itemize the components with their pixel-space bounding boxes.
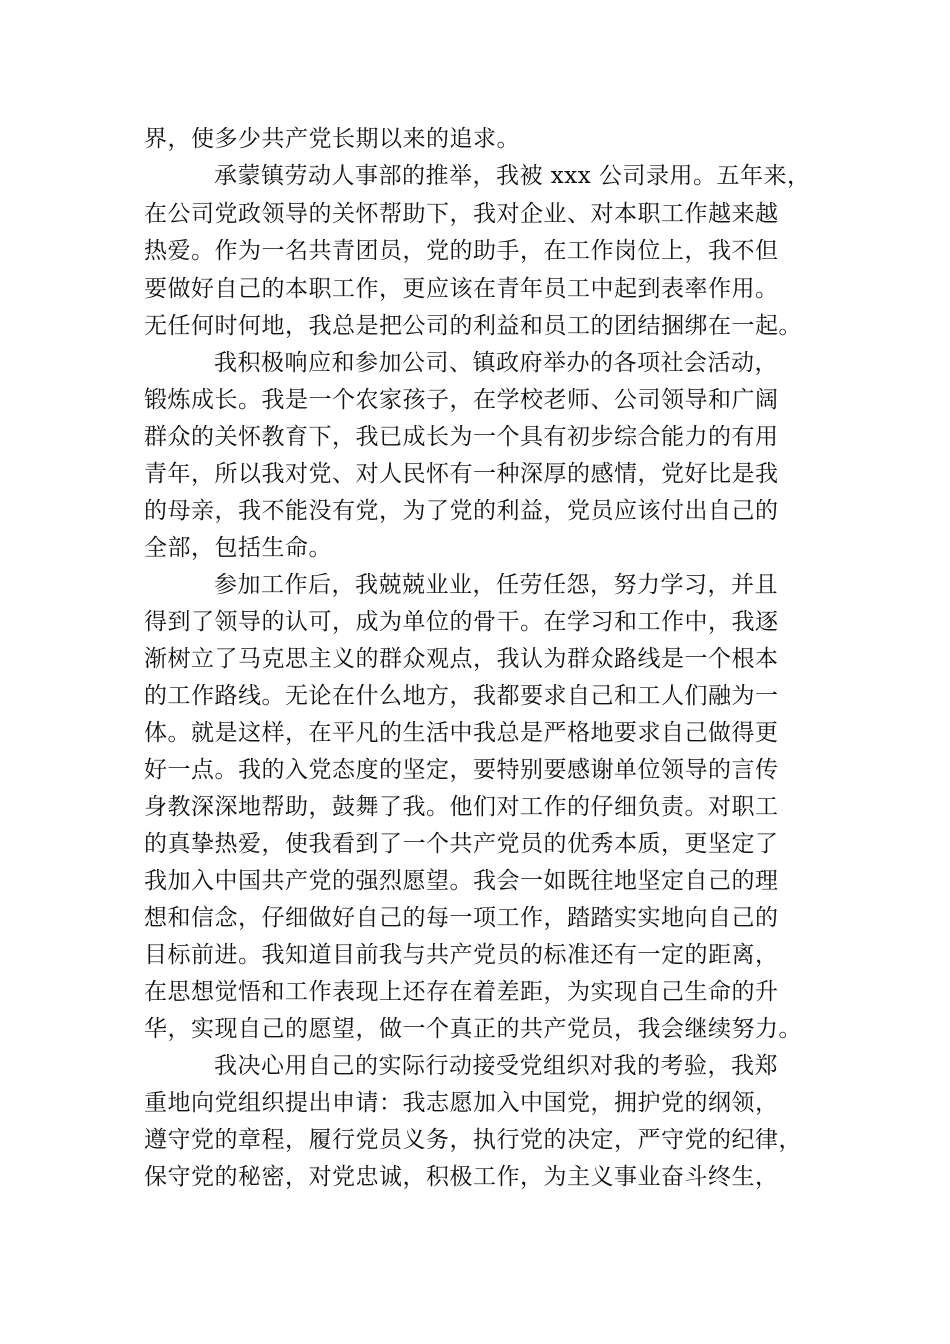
text-line-20: 的真挚热爱，使我看到了一个共产党员的优秀本质，更坚定了	[144, 831, 779, 857]
text-line-1: 界，使多少共产党长期以来的追求。	[144, 126, 520, 152]
text-line-14: 得到了领导的认可，成为单位的骨干。在学习和工作中，我逐	[144, 609, 779, 635]
text-line-22: 想和信念，仔细做好自己的每一项工作，踏踏实实地向自己的	[144, 905, 779, 931]
text-line-28: 遵守党的章程，履行党员义务，执行党的决定，严守党的纪律，	[144, 1127, 802, 1153]
text-line-4: 热爱。作为一名共青团员，党的助手，在工作岗位上，我不但	[144, 238, 779, 264]
text-line-26: 我决心用自己的实际行动接受党组织对我的考验，我郑	[214, 1053, 778, 1079]
text-line-3: 在公司党政领导的关怀帮助下，我对企业、对本职工作越来越	[144, 201, 779, 227]
text-line-8: 锻炼成长。我是一个农家孩子，在学校老师、公司领导和广阔	[144, 387, 779, 413]
text-line-11: 的母亲，我不能没有党，为了党的利益，党员应该付出自己的	[144, 498, 779, 524]
text-line-25: 华，实现自己的愿望，做一个真正的共产党员，我会继续努力。	[144, 1016, 802, 1042]
text-line-21: 我加入中国共产党的强烈愿望。我会一如既往地坚定自己的理	[144, 868, 779, 894]
text-line-24: 在思想觉悟和工作表现上还存在着差距，为实现自己生命的升	[144, 979, 779, 1005]
text-line-12: 全部，包括生命。	[144, 535, 332, 561]
text-line-10: 青年，所以我对党、对人民怀有一种深厚的感情，党好比是我	[144, 461, 779, 487]
text-line-29: 保守党的秘密，对党忠诚，积极工作，为主义事业奋斗终生，	[144, 1164, 779, 1190]
text-line-13: 参加工作后，我兢兢业业，任劳任怨，努力学习，并且	[214, 572, 778, 598]
text-line-5: 要做好自己的本职工作，更应该在青年员工中起到表率作用。	[144, 276, 779, 302]
text-line-27: 重地向党组织提出申请：我志愿加入中国党，拥护党的纲领，	[144, 1090, 779, 1116]
text-line-19: 身教深深地帮助，鼓舞了我。他们对工作的仔细负责。对职工	[144, 794, 779, 820]
text-line-7: 我积极响应和参加公司、镇政府举办的各项社会活动，	[214, 350, 778, 376]
text-line-17: 体。就是这样，在平凡的生活中我总是严格地要求自己做得更	[144, 720, 779, 746]
text-line-15: 渐树立了马克思主义的群众观点，我认为群众路线是一个根本	[144, 646, 779, 672]
text-line-2: 承蒙镇劳动人事部的推举，我被 xxx 公司录用。五年来，	[214, 163, 811, 189]
text-line-23: 目标前进。我知道目前我与共产党员的标准还有一定的距离，	[144, 942, 779, 968]
text-line-6: 无任何时何地，我总是把公司的利益和员工的团结捆绑在一起。	[144, 313, 802, 339]
text-line-16: 的工作路线。无论在什么地方，我都要求自己和工人们融为一	[144, 683, 779, 709]
text-line-18: 好一点。我的入党态度的坚定，要特别要感谢单位领导的言传	[144, 757, 779, 783]
text-line-9: 群众的关怀教育下，我已成长为一个具有初步综合能力的有用	[144, 424, 779, 450]
